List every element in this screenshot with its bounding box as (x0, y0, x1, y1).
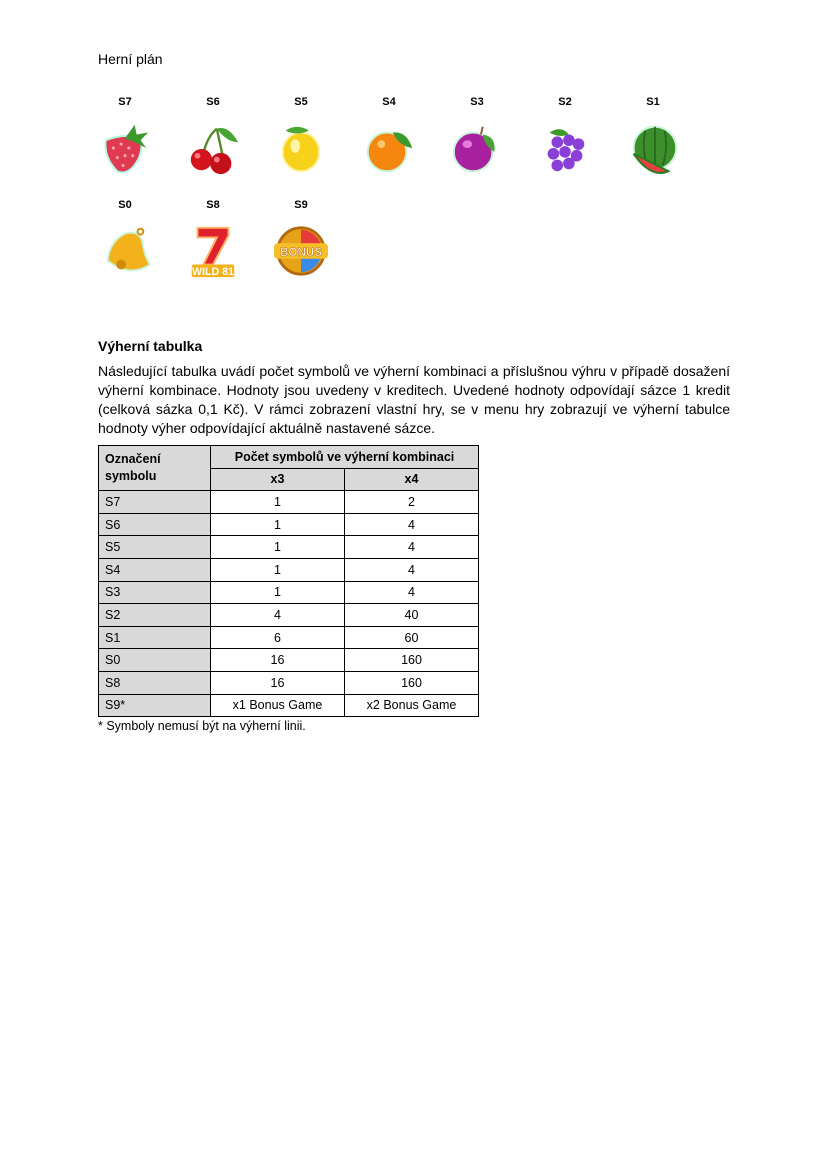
table-row (99, 558, 479, 581)
symbol-label: S0 (118, 199, 132, 211)
row-x3: 1 (211, 581, 345, 604)
header-group: Počet symbolů ve výherní kombinaci (211, 446, 479, 469)
table-row (99, 626, 479, 649)
grapes-icon (536, 119, 594, 177)
row-x3: 1 (211, 536, 345, 559)
paytable-description: Následující tabulka uvádí počet symbolů ve výherní kombinaci a příslušnou výhru v případě dosažení výherní kombinace. Hodnoty jsou uvedeny v kreditech. Uvedené hodnoty odpovídají sázce 1 kredit (celková sázka 0,1 Kč). V rámci zobrazení vlastní hry, se v menu hry zobrazují ve výherní tabulce hodnoty výher odpovídající aktuálně nastavené sázce. (98, 363, 730, 436)
bell-icon (96, 222, 154, 280)
strawberry-icon (96, 119, 154, 177)
symbol-label: S4 (382, 96, 396, 108)
plan-title: Herní plán (98, 51, 163, 67)
row-x3: 1 (211, 491, 345, 514)
symbol-s2 (530, 95, 600, 177)
header-symbol: Označení symbolu (99, 446, 211, 491)
symbol-s6 (178, 95, 248, 177)
row-x3: 16 (211, 671, 345, 694)
symbol-s9 (266, 198, 336, 280)
row-x4: 2 (345, 491, 479, 514)
symbol-label: S2 (558, 96, 572, 108)
bonus-wheel-icon (272, 222, 330, 280)
symbol-s0 (90, 198, 160, 280)
row-x4: 60 (345, 626, 479, 649)
row-x4: 40 (345, 604, 479, 627)
row-symbol: S8 (99, 671, 211, 694)
cherries-icon (184, 119, 242, 177)
row-symbol: S0 (99, 649, 211, 672)
symbol-label: S7 (118, 96, 132, 108)
paytable-footnote: * Symboly nemusí být na výherní linii. (98, 719, 306, 733)
row-x4: x2 Bonus Game (345, 694, 479, 717)
symbol-label: S6 (206, 96, 220, 108)
row-x3: 4 (211, 604, 345, 627)
row-symbol: S7 (99, 491, 211, 514)
table-header-row (99, 446, 479, 469)
table-row (99, 581, 479, 604)
symbol-s7 (90, 95, 160, 177)
row-symbol: S4 (99, 558, 211, 581)
lemon-icon (272, 119, 330, 177)
symbol-s5 (266, 95, 336, 177)
symbol-label: S5 (294, 96, 308, 108)
orange-icon (360, 119, 418, 177)
row-symbol: S1 (99, 626, 211, 649)
row-x3: 1 (211, 513, 345, 536)
row-symbol: S9* (99, 694, 211, 717)
wild-seven-icon (184, 222, 242, 280)
symbol-label: S1 (646, 96, 660, 108)
paytable-title: Výherní tabulka (98, 338, 203, 354)
table-row (99, 694, 479, 717)
symbol-label: S9 (294, 199, 308, 211)
symbol-label: S8 (206, 199, 220, 211)
paytable (98, 445, 479, 717)
symbol-s8 (178, 198, 248, 280)
table-row (99, 491, 479, 514)
symbol-s4 (354, 95, 424, 177)
row-symbol: S3 (99, 581, 211, 604)
table-row (99, 671, 479, 694)
row-x3: x1 Bonus Game (211, 694, 345, 717)
row-x4: 4 (345, 558, 479, 581)
table-row (99, 649, 479, 672)
row-x4: 160 (345, 649, 479, 672)
symbol-s1 (618, 95, 688, 177)
row-x4: 4 (345, 581, 479, 604)
row-x4: 4 (345, 513, 479, 536)
row-symbol: S6 (99, 513, 211, 536)
row-x3: 16 (211, 649, 345, 672)
header-x3: x3 (211, 468, 345, 491)
row-x4: 160 (345, 671, 479, 694)
plum-icon (448, 119, 506, 177)
symbol-s3 (442, 95, 512, 177)
table-row (99, 536, 479, 559)
symbol-label: S3 (470, 96, 484, 108)
row-x4: 4 (345, 536, 479, 559)
table-row (99, 604, 479, 627)
watermelon-icon (624, 119, 682, 177)
header-x4: x4 (345, 468, 479, 491)
row-symbol: S2 (99, 604, 211, 627)
table-row (99, 513, 479, 536)
row-symbol: S5 (99, 536, 211, 559)
row-x3: 1 (211, 558, 345, 581)
row-x3: 6 (211, 626, 345, 649)
svg-text:BONUS: BONUS (280, 245, 322, 259)
svg-text:WILD 81: WILD 81 (192, 266, 234, 279)
